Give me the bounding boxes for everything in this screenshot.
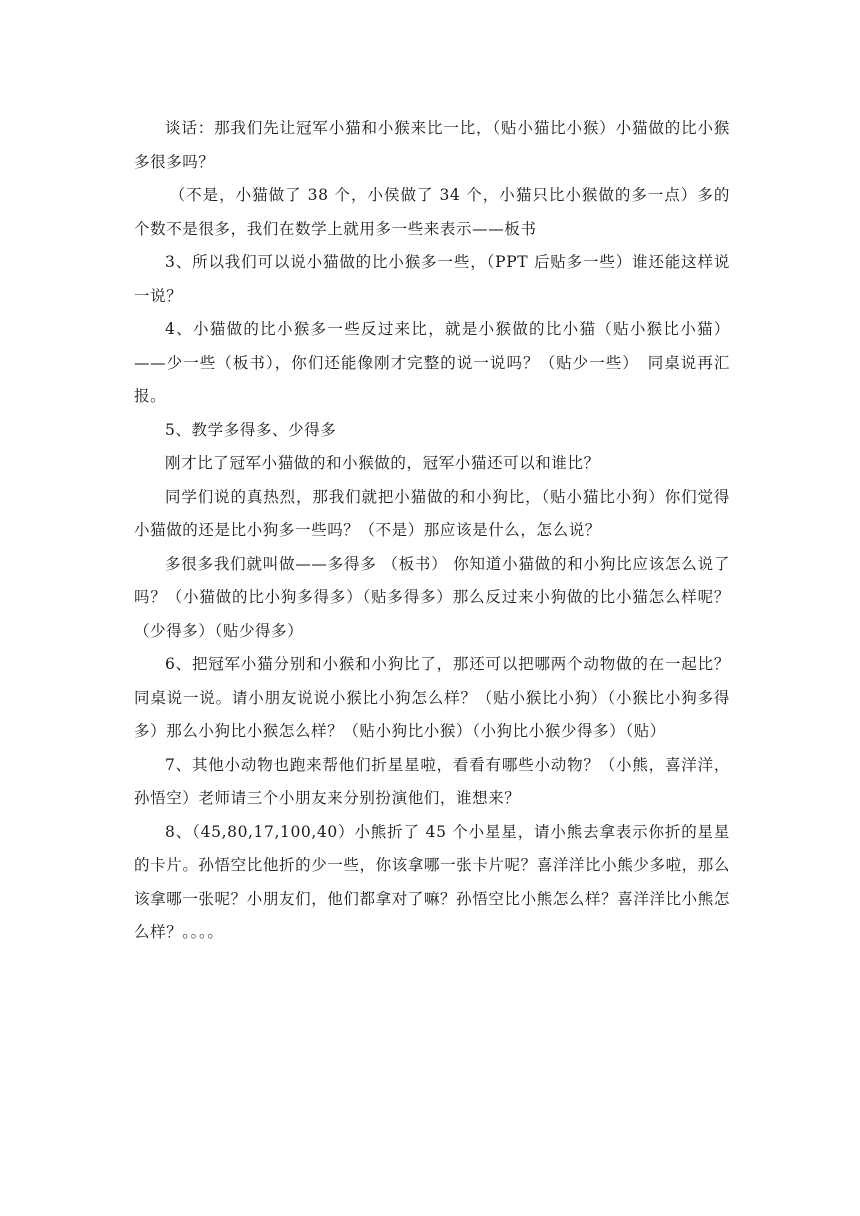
paragraph-step-3: 3、所以我们可以说小猫做的比小猴多一些，（PPT 后贴多一些）谁还能这样说一说？: [134, 253, 730, 305]
document-page: [134, 112, 730, 950]
paragraph-step-8: 8、（45,80,17,100,40）小熊折了 45 个小星星，请小熊去拿表示你折的星星的卡片。孙悟空比他折的少一些，你该拿哪一张卡片呢？喜洋洋比小熊少多啦，那么该拿哪一张呢？小朋友们，他们都拿对了嘛？孙悟空比小熊怎么样？喜洋洋比小熊怎么样？。。。。: [134, 822, 730, 941]
paragraph-compare-question: 刚才比了冠军小猫做的和小猴做的，冠军小猫还可以和谁比？: [165, 454, 600, 472]
paragraph-step-5-heading: 5、教学多得多、少得多: [165, 420, 337, 439]
paragraph-cat-dog: 同学们说的真热烈，那我们就把小猫做的和小狗比，（贴小猫比小狗）你们觉得小猫做的还是比小狗多一些吗？（不是）那应该是什么，怎么说？: [134, 487, 730, 539]
paragraph-much-more: 多很多我们就叫做——多得多 （板书） 你知道小猫做的和小狗比应该怎么说了吗？（小猫做的比小狗多得多）（贴多得多）那么反过来小狗做的比小猫怎么样呢？（少得多）（贴少得多）: [134, 554, 730, 640]
paragraph-step-4: 4、小猫做的比小猴多一些反过来比，就是小猴做的比小猫（贴小猴比小猫）——少一些（板书），你们还能像刚才完整的说一说吗？（贴少一些） 同桌说再汇报。: [134, 320, 730, 405]
paragraph-dialogue: 谈话：那我们先让冠军小猫和小猴来比一比，（贴小猫比小猴）小猫做的比小猴多很多吗？: [134, 119, 730, 171]
paragraph-step-6: 6、把冠军小猫分别和小猴和小狗比了，那还可以把哪两个动物做的在一起比？ 同桌说一说。请小朋友说说小猴比小狗怎么样？（贴小猴比小狗）（小猴比小狗多得多）那么小狗比小猴怎么样？（贴小狗比小猴）（小狗比小猴少得多）（贴）: [134, 655, 730, 740]
paragraph-answer: （不是，小猫做了 38 个，小侯做了 34 个，小猫只比小猴做的多一点）多的个数不是很多，我们在数学上就用多一些来表示——板书: [134, 186, 730, 238]
paragraph-step-7: 7、其他小动物也跑来帮他们折星星啦，看看有哪些小动物？（小熊，喜洋洋，孙悟空）老师请三个小朋友来分别扮演他们，谁想来？: [134, 755, 730, 807]
